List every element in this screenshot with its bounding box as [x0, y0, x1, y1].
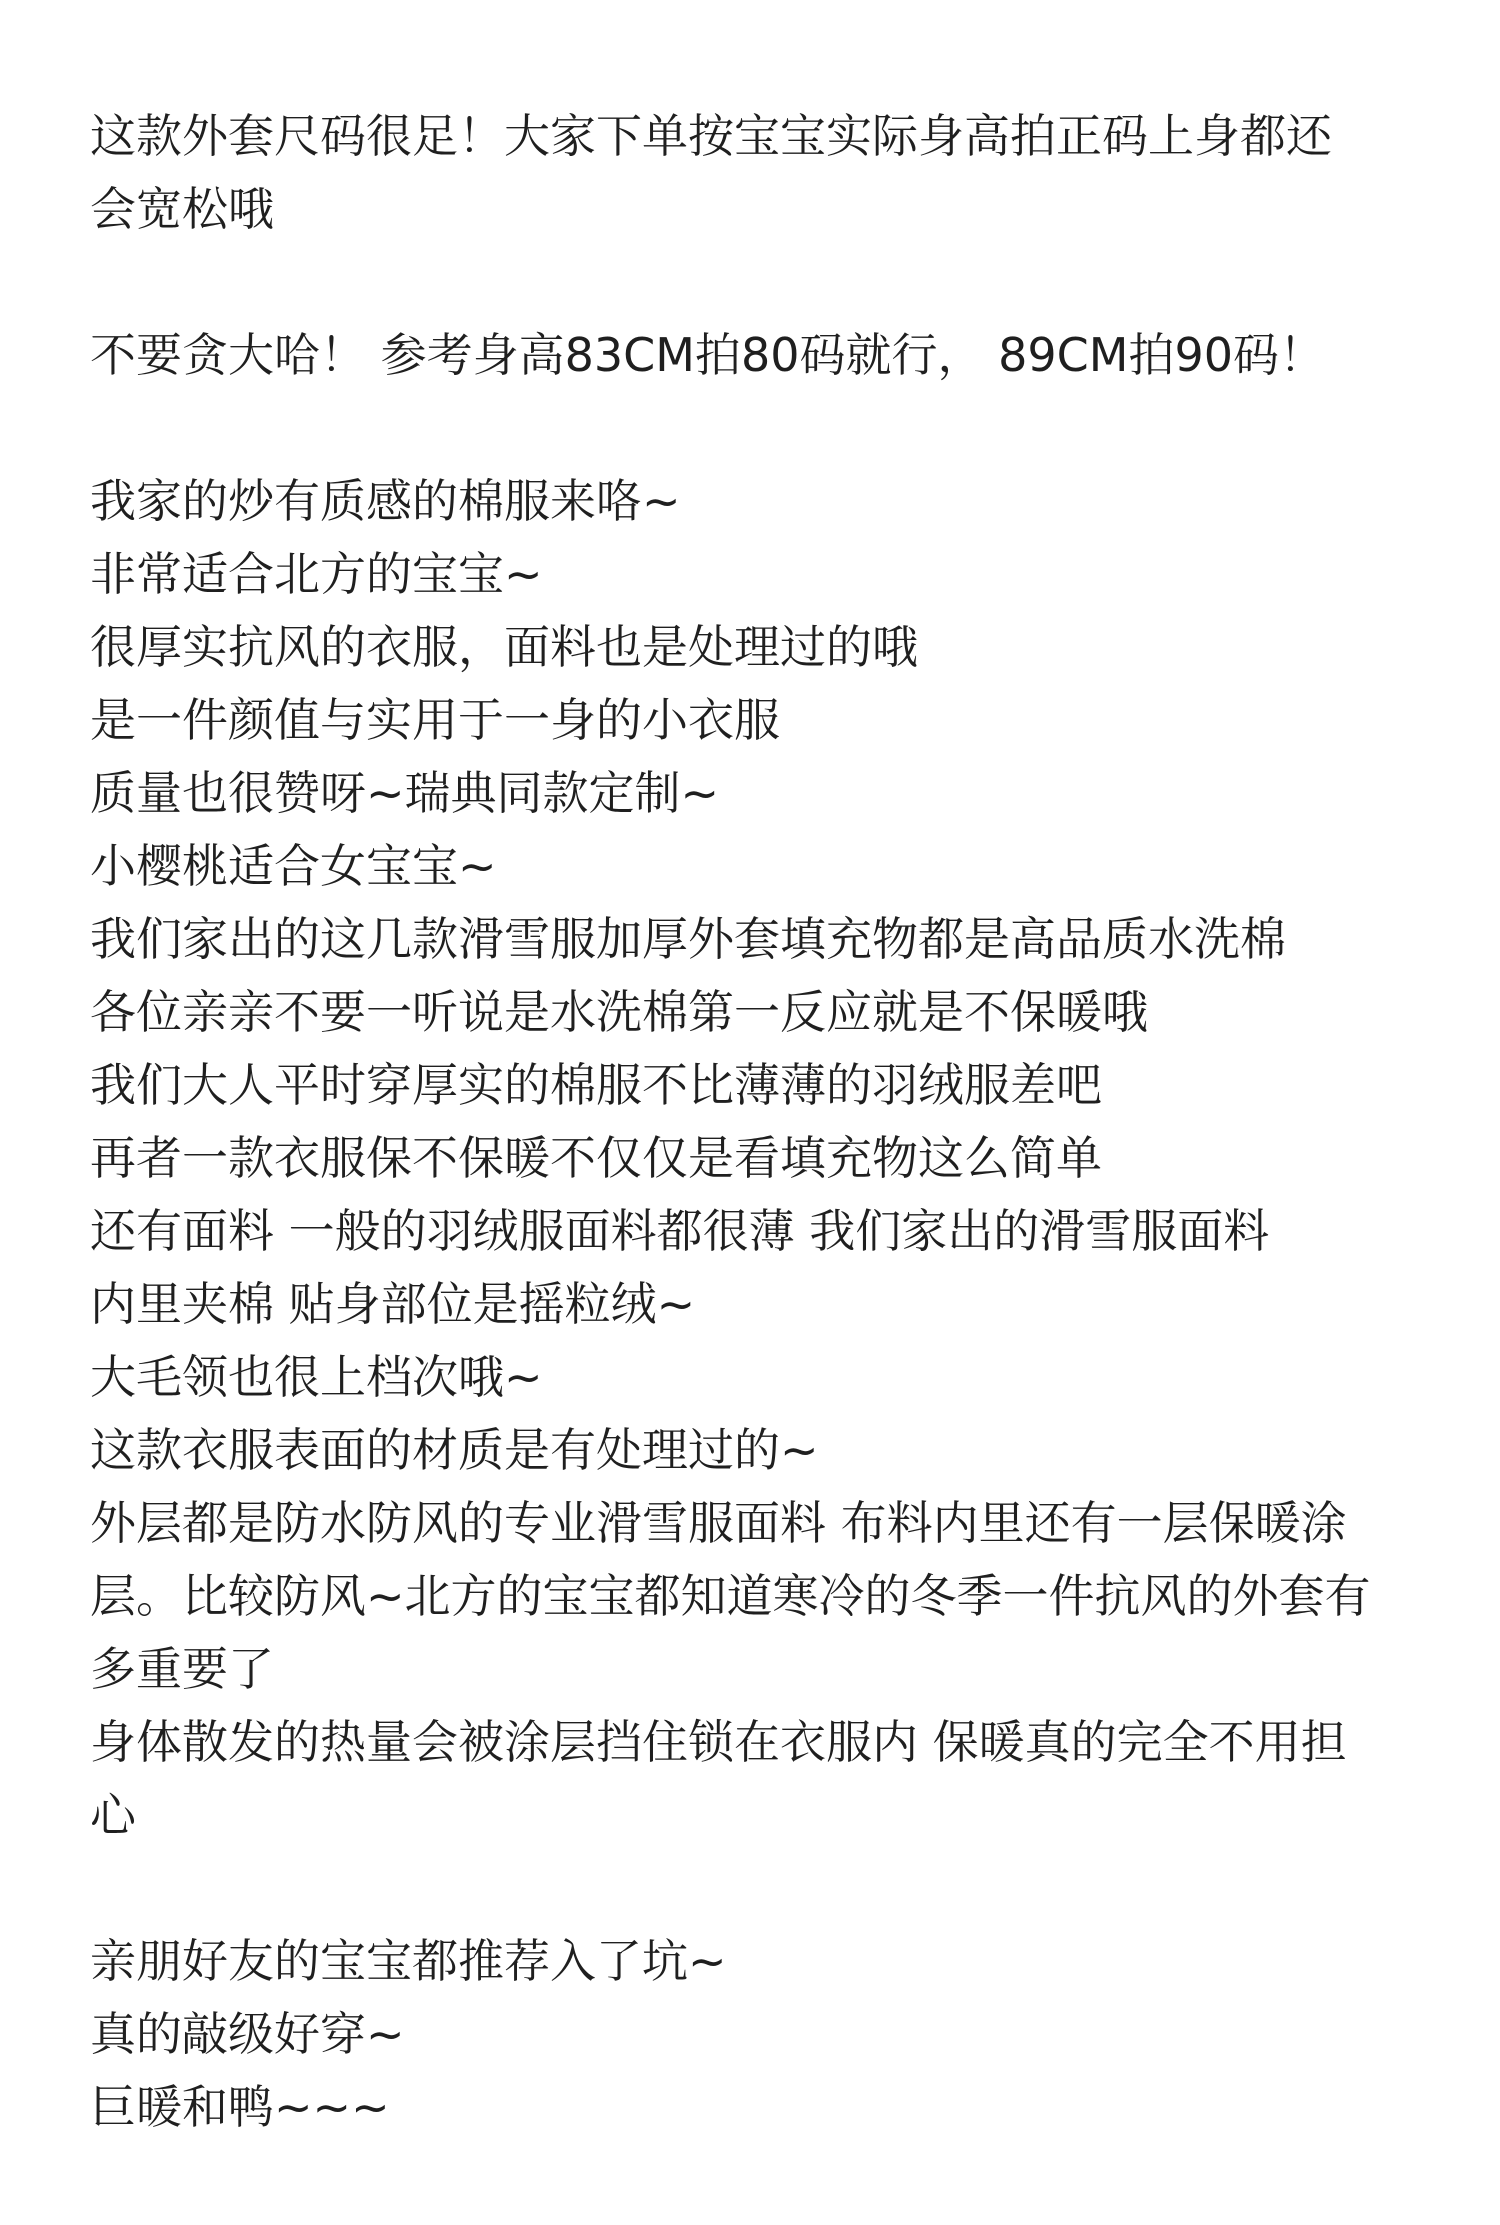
text-line: 巨暖和鸭~~~	[90, 2080, 390, 2134]
post-text	[90, 100, 1430, 2144]
text-line: 质量也很赞呀~瑞典同款定制~	[90, 766, 720, 820]
paragraph-gap	[90, 392, 1430, 465]
text-line: 多重要了	[90, 1642, 274, 1696]
text-line: 大毛领也很上档次哦~	[90, 1350, 543, 1404]
text-line: 亲朋好友的宝宝都推荐入了坑~	[90, 1934, 727, 1988]
text-line: 各位亲亲不要一听说是水洗棉第一反应就是不保暖哦	[90, 985, 1148, 1039]
text-line: 很厚实抗风的衣服，面料也是处理过的哦	[90, 620, 918, 674]
text-line: 外层都是防水防风的专业滑雪服面料 布料内里还有一层保暖涂	[90, 1496, 1347, 1550]
paragraph-gap	[90, 1852, 1430, 1925]
text-line: 还有面料 一般的羽绒服面料都很薄 我们家出的滑雪服面料	[90, 1204, 1270, 1258]
text-line: 真的敲级好穿~	[90, 2007, 405, 2061]
paragraph-gap	[90, 246, 1430, 319]
text-line: 再者一款衣服保不保暖不仅仅是看填充物这么简单	[90, 1131, 1102, 1185]
text-line: 这款外套尺码很足！大家下单按宝宝实际身高拍正码上身都还	[90, 109, 1332, 163]
text-line: 层。比较防风~北方的宝宝都知道寒冷的冬季一件抗风的外套有	[90, 1569, 1371, 1623]
text-line: 内里夹棉 贴身部位是摇粒绒~	[90, 1277, 696, 1331]
text-line: 我家的炒有质感的棉服来咯~	[90, 474, 681, 528]
text-line: 会宽松哦	[90, 182, 274, 236]
text-line: 这款衣服表面的材质是有处理过的~	[90, 1423, 819, 1477]
text-line: 不要贪大哈！ 参考身高83CM拍80码就行， 89CM拍90码！	[90, 328, 1325, 382]
text-line: 心	[90, 1788, 136, 1842]
text-line: 是一件颜值与实用于一身的小衣服	[90, 693, 780, 747]
text-line: 非常适合北方的宝宝~	[90, 547, 543, 601]
text-line: 身体散发的热量会被涂层挡住锁在衣服内 保暖真的完全不用担	[90, 1715, 1347, 1769]
text-line: 小樱桃适合女宝宝~	[90, 839, 497, 893]
text-line: 我们大人平时穿厚实的棉服不比薄薄的羽绒服差吧	[90, 1058, 1102, 1112]
text-line: 我们家出的这几款滑雪服加厚外套填充物都是高品质水洗棉	[90, 912, 1286, 966]
